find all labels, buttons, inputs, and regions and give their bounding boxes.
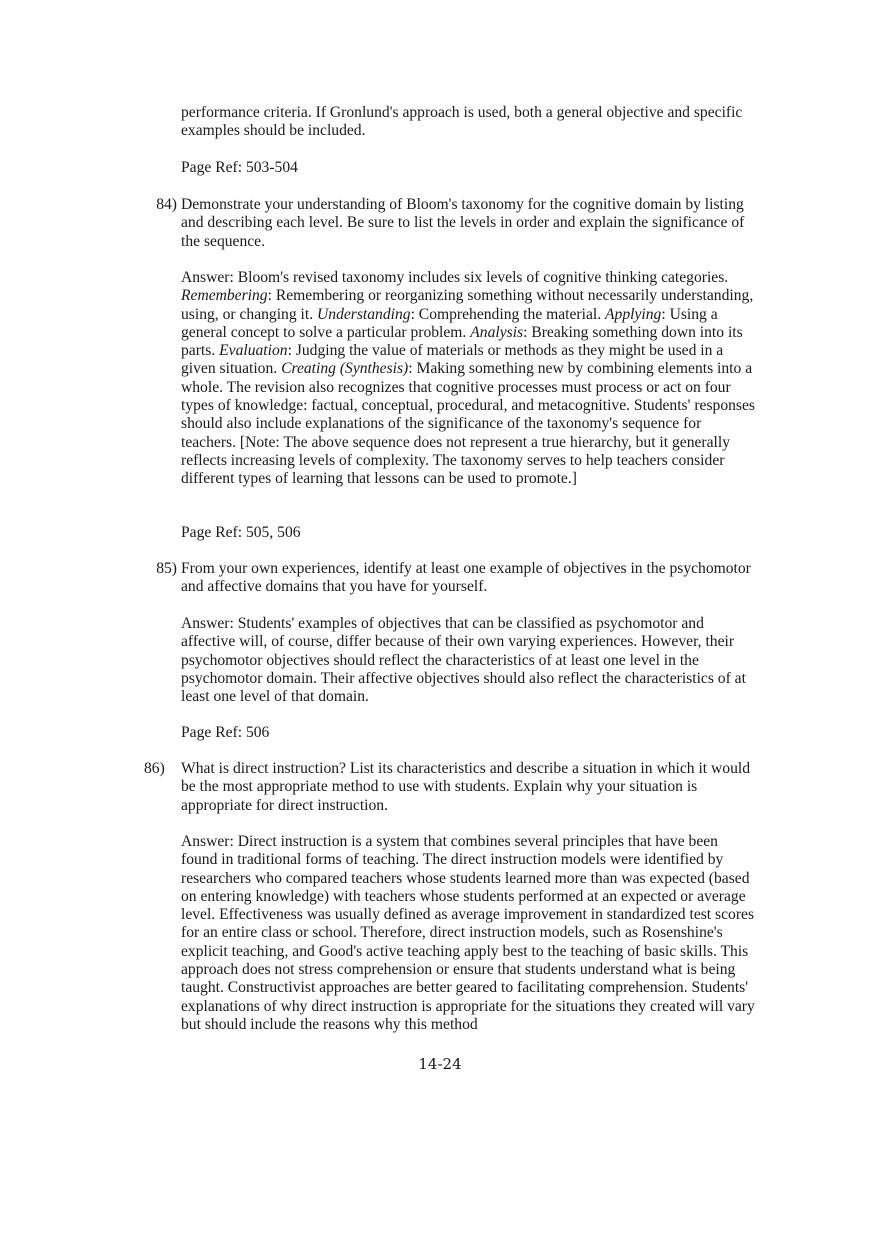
question-84-text: Demonstrate your understanding of Bloom's taxonomy for the cognitive domain by listing and describing each level. Be sure to list the levels in order and explain the significance of the sequence. — [181, 196, 745, 250]
term-analysis: Analysis — [470, 323, 524, 341]
question-85-answer: Answer: Students' examples of objectives that can be classified as psychomotor and affective will, of course, differ because of their own varying experiences. However, their psychomotor objectives should reflect the characteristics of at least one level in the psychomotor domain. Their affective objectives should also reflect the characteristics of at least one level of that domain. — [181, 615, 746, 706]
question-number-84: 84) — [156, 196, 177, 213]
answer-lead: Answer: Bloom's revised taxonomy includes six levels of cognitive thinking categories. — [181, 269, 729, 286]
question-86-text: What is direct instruction? List its characteristics and describe a situation in which it would be the most appropriate method to use with students. Explain why your situation is appropriate for direct instruction. — [181, 760, 751, 814]
term-understanding: Understanding — [317, 305, 411, 323]
question-number-86: 86) — [144, 760, 165, 777]
term-remembering: Remembering — [181, 287, 268, 305]
question-85-text: From your own experiences, identify at least one example of objectives in the psychomotor and affective domains that you have for yourself. — [181, 560, 751, 596]
term-evaluation: Evaluation — [219, 342, 288, 360]
carryover-answer — [181, 104, 756, 141]
question-85-page-ref: Page Ref: 506 — [181, 724, 270, 741]
question-number-85: 85) — [156, 560, 177, 577]
question-86-answer: Answer: Direct instruction is a system that combines several principles that have been found in traditional forms of teaching. The direct instruction models were identified by researchers who compared teachers whose students learned more than was expected (based on entering knowledge) with teachers whose students performed at an expected or average level. Effectiveness was usually defined as average improvement in standardized test scores for an entire class or school. Therefore, direct instruction models, such as Rosenshine's explicit teaching, and Good's active teaching apply best to the teaching of basic skills. This approach does not stress comprehension or ensure that students understand what is being taught. Constructivist approaches are better geared to facilitating comprehension. Students' explanations of why direct instruction is appropriate for the situations they created will vary but should include the reasons why this method — [181, 833, 755, 1033]
question-84-page-ref: Page Ref: 505, 506 — [181, 524, 301, 541]
page-number: 14-24 — [418, 1055, 462, 1073]
term-creating: Creating (Synthesis) — [281, 360, 409, 378]
question-84-answer: Answer: Bloom's revised taxonomy includes six levels of cognitive thinking categories. Remembering: Remembering or reorganizing something without necessarily understanding, using, or changing it. Understanding: Comprehending the material. Applying: Using a general concept to solve a particular problem. Analysis: Breaking something down into its parts. Evaluation: Judging the value of materials or methods as they might be used in a given situation. Creating (Synthesis): Making something new by combining elements into a whole. The revision also recognizes that cognitive processes must process or act on four types of knowledge: factual, conceptual, procedural, and metacognitive. Students' responses should also include explanations of the significance of the taxonomy's sequence for teachers. [Note: The above sequence does not represent a true hierarchy, but it generally reflects increasing levels of complexity. The taxonomy serves to help teachers consider different types of learning that lessons can be used to promote.] — [181, 269, 755, 488]
carryover-page-ref: Page Ref: 503-504 — [181, 159, 298, 176]
carryover-text: performance criteria. If Gronlund's approach is used, both a general objective and specific examples should be included. — [181, 104, 743, 140]
term-applying: Applying — [605, 305, 662, 323]
